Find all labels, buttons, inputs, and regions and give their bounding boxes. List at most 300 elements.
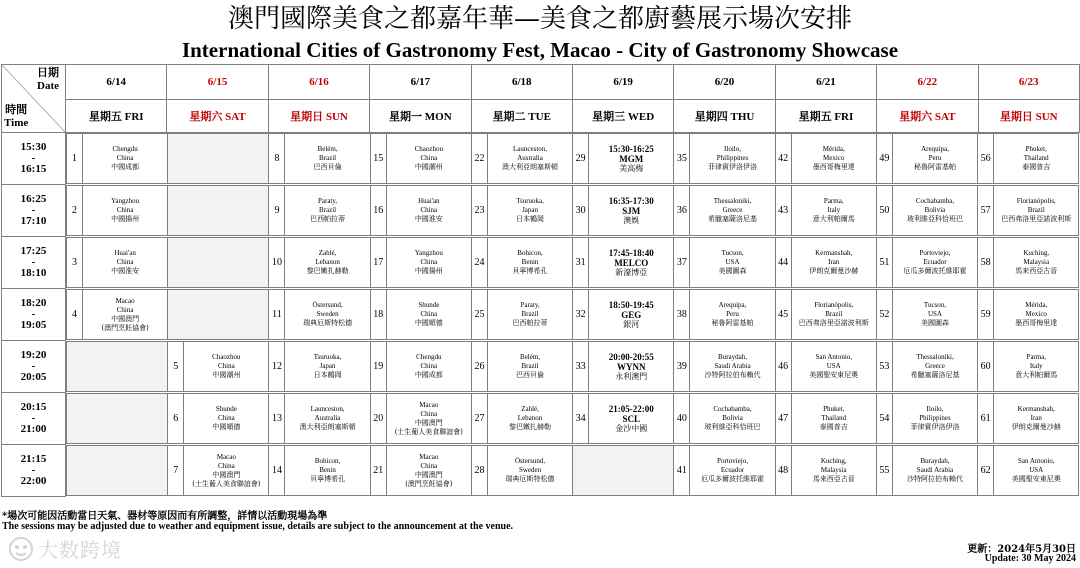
city-name-zh: 希臘塞薩洛尼基 <box>708 215 758 223</box>
session-number: 38 <box>674 290 690 339</box>
city-name: Zahlé, <box>318 249 337 257</box>
city-session <box>471 290 572 340</box>
city-name: Chengdu <box>112 145 138 154</box>
date-header: 6/22 <box>877 65 978 100</box>
city-info <box>415 301 443 328</box>
city-name-zh: 中國澳門 <box>414 470 443 479</box>
city-name: Macao <box>419 452 439 461</box>
city-name: Iloilo, <box>724 145 741 154</box>
city-info <box>307 249 349 276</box>
country-name: Australia <box>314 414 341 422</box>
session-number: 42 <box>776 134 792 183</box>
session-number: 29 <box>573 134 589 183</box>
country-name: USA <box>927 310 942 318</box>
country-name: China <box>217 414 235 422</box>
weekday-header: 星期四 THU <box>674 100 775 133</box>
page-title-zh: 澳門國際美食之都嘉年華—美食之都廚藝展示場次安排 <box>227 4 852 34</box>
city-session <box>471 134 572 184</box>
city-info <box>719 249 747 276</box>
country-name: Benin <box>521 258 539 266</box>
city-info <box>502 145 558 172</box>
session-number: 9 <box>269 186 285 235</box>
session-number: 21 <box>371 446 387 495</box>
country-name: Lebanon <box>315 258 340 266</box>
session-number: 7 <box>168 446 184 495</box>
city-session <box>67 290 168 340</box>
city-name-zh: 中國揚州 <box>414 267 443 275</box>
country-name: Brazil <box>1027 206 1045 214</box>
session-number: 12 <box>269 342 285 391</box>
date-header: 6/20 <box>674 65 775 100</box>
date-header: 6/19 <box>572 65 673 100</box>
city-info <box>1015 249 1057 276</box>
city-session <box>370 342 471 392</box>
session-number: 57 <box>978 186 994 235</box>
city-session <box>471 342 572 392</box>
city-session <box>674 342 775 392</box>
city-session <box>67 186 168 236</box>
country-name: Iran <box>1030 414 1042 422</box>
weekday-header: 星期六 SAT <box>877 100 978 133</box>
city-session <box>269 342 370 392</box>
city-info <box>921 301 949 328</box>
city-info <box>813 145 855 172</box>
time-slot: 20:15 - 21:00 <box>2 393 66 445</box>
city-info <box>111 249 139 276</box>
time-slot-row <box>2 237 1080 289</box>
city-name: San Antonio, <box>1017 457 1055 465</box>
city-info <box>300 405 356 432</box>
date-header: 6/14 <box>66 65 167 100</box>
venue-name-zh: 金沙中國 <box>615 423 648 433</box>
city-session <box>978 134 1079 184</box>
city-session <box>978 238 1079 288</box>
country-name: USA <box>725 258 740 266</box>
city-name: Thessaloniki, <box>713 197 752 205</box>
city-info <box>705 405 761 432</box>
country-name: Greece <box>925 362 945 370</box>
date-header: 6/18 <box>471 65 572 100</box>
time-slot: 19:20 - 20:05 <box>2 341 66 393</box>
time-start: 18:20 <box>20 297 47 309</box>
city-name-zh: 巴西弗洛里亞諾波利斯 <box>798 319 869 327</box>
city-name-zh: 中國順德 <box>212 423 241 431</box>
city-name-zh: 巴西貝倫 <box>516 371 545 379</box>
city-session <box>876 134 977 184</box>
date-header: 6/16 <box>268 65 369 100</box>
city-name-zh: 貝寧博希孔 <box>512 267 548 275</box>
city-name: Tsuruoka, <box>313 353 342 361</box>
country-name: Lebanon <box>517 414 543 422</box>
city-session <box>168 342 269 392</box>
city-name-zh: 中國揚州 <box>111 215 140 223</box>
city-info <box>907 457 963 484</box>
city-name: Yangzhou <box>414 249 443 257</box>
corner-date-en: Date <box>37 80 59 92</box>
city-name: Belém, <box>317 145 338 154</box>
time-end: 20:05 <box>20 371 47 383</box>
city-name-zh: 中國澳門 <box>111 314 140 323</box>
city-session <box>269 186 370 236</box>
city-name: Kermanshah, <box>1017 405 1055 413</box>
city-name: Huai'an <box>418 197 440 205</box>
session-number: 6 <box>168 394 184 443</box>
venue-time: 20:00-20:55 <box>608 351 654 362</box>
country-name: Brazil <box>319 154 337 163</box>
city-name: Tucson, <box>721 249 744 257</box>
city-name-zh: 中國成都 <box>111 163 140 172</box>
empty-slot <box>168 290 269 340</box>
city-session <box>978 342 1079 392</box>
city-session <box>674 134 775 184</box>
slot-row-cells <box>66 289 1080 341</box>
city-session <box>978 394 1079 444</box>
session-number: 14 <box>269 446 285 495</box>
city-name-zh: 伊朗克爾曼沙赫 <box>809 267 859 275</box>
country-name: China <box>420 154 438 163</box>
venue-name-en: WYNN <box>617 361 646 372</box>
venue-name-zh: 新濠博亞 <box>615 267 648 277</box>
city-name-zh: 澳大利亞朗塞斯頓 <box>299 423 356 431</box>
session-number: 41 <box>674 446 690 495</box>
city-info <box>809 353 858 380</box>
empty-slot <box>67 342 168 392</box>
session-number: 61 <box>978 394 994 443</box>
venue-name-en: GEG <box>621 309 642 320</box>
venue-time: 15:30-16:25 <box>608 143 654 154</box>
city-name: Iloilo, <box>926 405 944 413</box>
city-name: Chaozhou <box>414 145 444 154</box>
time-start: 21:15 <box>20 453 47 465</box>
city-info <box>415 353 443 380</box>
session-number: 58 <box>978 238 994 287</box>
watermark-text: 大数跨境 <box>38 538 122 562</box>
country-name: Greece <box>722 206 743 214</box>
city-session <box>471 238 572 288</box>
city-name: Tsuruoka, <box>516 197 544 205</box>
country-name: Benin <box>319 466 336 474</box>
session-number: 50 <box>877 186 893 235</box>
city-session <box>370 446 471 496</box>
city-name: Östersund, <box>312 301 343 309</box>
city-session <box>370 394 471 444</box>
city-name-zh: 菲律賓伊洛伊洛 <box>708 163 758 172</box>
city-info <box>415 145 443 172</box>
session-number: 18 <box>371 290 387 339</box>
city-info <box>910 405 959 432</box>
city-name-zh: 黎巴嫩扎赫勒 <box>509 423 552 431</box>
session-number: 52 <box>877 290 893 339</box>
city-session <box>674 238 775 288</box>
country-name: Iran <box>828 258 840 266</box>
country-name: China <box>420 461 438 470</box>
time-slot: 18:20 - 19:05 <box>2 289 66 341</box>
session-number: 62 <box>978 446 994 495</box>
city-info <box>310 457 345 484</box>
city-session <box>978 290 1079 340</box>
session-number: 35 <box>674 134 690 183</box>
country-name: Malaysia <box>820 466 847 474</box>
city-info <box>799 301 869 328</box>
city-name: Parma, <box>823 197 844 205</box>
city-name: Mérida, <box>822 145 845 154</box>
city-name-zh: 馬來西亞古晉 <box>1015 267 1058 275</box>
session-number: 51 <box>877 238 893 287</box>
city-info <box>701 457 764 484</box>
city-info <box>212 353 240 380</box>
city-session <box>775 446 876 496</box>
venue-name-en: MGM <box>619 153 644 164</box>
session-number: 40 <box>674 394 690 443</box>
venue-time: 21:05-22:00 <box>608 403 654 414</box>
city-name-zh: 沙特阿拉伯布賴代 <box>906 475 963 483</box>
city-name-zh: 巴西弗洛里亞諾波利斯 <box>1001 215 1072 223</box>
city-name: Belém, <box>520 353 541 361</box>
city-name: Launceston, <box>310 405 345 413</box>
city-name: Östersund, <box>514 457 546 465</box>
country-name: Philippines <box>716 154 749 163</box>
city-info <box>405 453 452 489</box>
city-name: Huai'an <box>114 249 136 257</box>
city-name-zh: 巴西貝倫 <box>313 163 342 172</box>
city-info <box>314 353 342 380</box>
country-name: China <box>420 409 438 418</box>
city-name: Buraydah, <box>718 353 747 361</box>
venue-name-zh: 永利澳門 <box>615 371 648 381</box>
session-number: 39 <box>674 342 690 391</box>
country-name: China <box>217 362 235 370</box>
city-info <box>1012 457 1061 484</box>
country-name: China <box>420 310 438 318</box>
organizer-name: (澳門烹飪協會) <box>101 323 149 332</box>
session-number: 54 <box>877 394 893 443</box>
country-name: Italy <box>1029 362 1043 370</box>
session-number: 60 <box>978 342 994 391</box>
city-name-zh: 中國順德 <box>414 319 443 327</box>
weekday-header: 星期日 SUN <box>978 100 1079 133</box>
city-info <box>513 249 548 276</box>
corner-time-en: Time <box>4 117 29 129</box>
session-number: 17 <box>371 238 387 287</box>
city-info <box>509 405 551 432</box>
city-name: Phuket, <box>823 405 845 413</box>
city-name: Tucson, <box>923 301 947 309</box>
city-info <box>516 353 544 380</box>
empty-slot <box>67 446 168 496</box>
session-number: 34 <box>573 394 589 443</box>
city-info <box>1001 197 1071 224</box>
city-info <box>1012 405 1061 432</box>
city-info <box>101 297 148 333</box>
city-name: Shunde <box>215 405 237 413</box>
session-number: 59 <box>978 290 994 339</box>
time-start: 15:30 <box>20 141 47 153</box>
city-name: Chengdu <box>416 353 442 361</box>
country-name: Australia <box>517 154 543 163</box>
date-header: 6/23 <box>978 65 1079 100</box>
city-name: Macao <box>216 452 236 461</box>
date-header: 6/21 <box>775 65 876 100</box>
slot-row-cells <box>66 133 1080 185</box>
time-slot-row <box>2 133 1080 185</box>
venue-time: 16:35-17:30 <box>608 195 654 206</box>
city-info <box>192 453 260 489</box>
venue-name-en: SJM <box>622 205 641 216</box>
session-number: 22 <box>472 134 488 183</box>
session-number: 20 <box>371 394 387 443</box>
weekday-header: 星期日 SUN <box>268 100 369 133</box>
city-info <box>809 249 858 276</box>
country-name: Brazil <box>319 206 337 214</box>
country-name: Saudi Arabia <box>916 466 954 474</box>
corner-date-label <box>37 67 59 93</box>
country-name: Italy <box>827 206 841 214</box>
city-session <box>269 134 370 184</box>
country-name: Mexico <box>1025 310 1047 318</box>
city-name-zh: 日本鶴岡 <box>516 215 545 223</box>
session-number: 25 <box>472 290 488 339</box>
session-number: 53 <box>877 342 893 391</box>
city-session <box>168 394 269 444</box>
empty-slot <box>67 394 168 444</box>
venue-info <box>609 196 654 226</box>
time-start: 19:20 <box>20 349 47 361</box>
city-name-zh: 黎巴嫩扎赫勒 <box>306 267 349 275</box>
city-session <box>67 238 168 288</box>
slot-row-cells <box>66 237 1080 289</box>
organizer-name: (土生葡人美食聯誼會) <box>394 427 464 436</box>
country-name: USA <box>1029 466 1044 474</box>
city-name-zh: 玻利維亞科恰班巴 <box>906 215 963 223</box>
city-info <box>212 405 240 432</box>
city-name: Bohicon, <box>517 249 543 257</box>
time-slot: 16:25 - 17:10 <box>2 185 66 237</box>
slot-row-cells <box>66 393 1080 445</box>
city-session <box>370 134 471 184</box>
note-zh: *場次可能因活動當日天氣、器材等原因而有所調整，詳情以活動現場為準 <box>2 511 328 522</box>
time-end: 17:10 <box>20 215 47 227</box>
country-name: Peru <box>928 154 942 163</box>
city-name: Yangzhou <box>111 197 140 205</box>
city-name-zh: 美國圖森 <box>718 267 747 275</box>
city-info <box>516 197 544 224</box>
session-number: 55 <box>877 446 893 495</box>
city-name: Florianópolis, <box>1016 197 1056 205</box>
country-name: Mexico <box>823 154 845 163</box>
venue-time: 17:45-18:40 <box>608 247 654 258</box>
country-name: China <box>116 258 134 266</box>
city-name: Bohicon, <box>314 457 341 465</box>
country-name: Malaysia <box>1023 258 1050 266</box>
session-number: 28 <box>472 446 488 495</box>
city-session <box>370 186 471 236</box>
city-name-zh: 瑞典厄斯特松德 <box>303 319 353 327</box>
city-session <box>269 394 370 444</box>
city-name: Thessaloniki, <box>916 353 954 361</box>
session-number: 24 <box>472 238 488 287</box>
city-info <box>820 405 848 432</box>
session-number: 30 <box>573 186 589 235</box>
venue-session <box>573 342 674 392</box>
city-name-zh: 馬來西亞古晉 <box>812 475 855 483</box>
country-name: China <box>116 154 134 163</box>
city-info <box>914 145 956 172</box>
venue-info <box>609 144 654 174</box>
country-name: Brazil <box>521 362 539 370</box>
time-end: 16:15 <box>20 163 47 175</box>
time-end: 18:10 <box>20 267 47 279</box>
date-header: 6/15 <box>167 65 268 100</box>
city-name: Mérida, <box>1025 301 1048 309</box>
session-number: 4 <box>67 290 83 339</box>
city-name-zh: 中國成都 <box>414 371 443 379</box>
city-name-zh: 中國澳門 <box>414 418 443 427</box>
session-number: 1 <box>67 134 83 183</box>
city-session <box>775 186 876 236</box>
session-number: 48 <box>776 446 792 495</box>
time-slot: 15:30 - 16:15 <box>2 133 66 185</box>
country-name: Bolivia <box>924 206 946 214</box>
city-name-zh: 美國聖安東尼奧 <box>1011 475 1061 483</box>
city-name-zh: 澳大利亞朗塞斯頓 <box>502 163 559 172</box>
city-name-zh: 意大利帕爾馬 <box>1015 371 1058 379</box>
city-session <box>876 394 977 444</box>
country-name: Brazil <box>521 310 539 318</box>
country-name: Sweden <box>518 466 542 474</box>
session-number: 2 <box>67 186 83 235</box>
session-number: 45 <box>776 290 792 339</box>
update-date-zh: 更新：2024年5月30日 <box>967 544 1076 555</box>
city-info <box>1015 301 1057 328</box>
city-name-zh: 秘魯阿雷基帕 <box>711 319 754 327</box>
venue-info <box>609 404 654 434</box>
city-session <box>370 238 471 288</box>
city-name-zh: 沙特阿拉伯布賴代 <box>704 371 761 379</box>
venue-session <box>573 290 674 340</box>
city-name: Shunde <box>418 301 440 309</box>
session-number: 23 <box>472 186 488 235</box>
city-session <box>876 342 977 392</box>
venue-name-en: MELCO <box>614 257 649 268</box>
city-session <box>876 290 977 340</box>
city-name-zh: 伊朗克爾曼沙赫 <box>1011 423 1061 431</box>
corner-time-zh: 時間 <box>5 104 28 116</box>
city-name-zh: 美國圖森 <box>920 319 949 327</box>
session-number: 13 <box>269 394 285 443</box>
session-number: 44 <box>776 238 792 287</box>
venue-info <box>609 300 654 330</box>
city-info <box>712 301 754 328</box>
city-info <box>513 301 548 328</box>
venue-name-zh: 美高梅 <box>619 163 644 173</box>
city-name-zh: 玻利維亞科恰班巴 <box>704 423 761 431</box>
city-info <box>303 301 352 328</box>
city-name: Cochabamba, <box>915 197 955 205</box>
session-number: 16 <box>371 186 387 235</box>
note-en: The sessions may be adjusted due to weather and equipment issue, details are subject to the announcement at the venue. <box>2 521 514 532</box>
city-name-zh: 菲律賓伊洛伊洛 <box>910 423 960 431</box>
time-end: 21:00 <box>20 423 47 435</box>
venue-session <box>573 238 674 288</box>
session-number: 11 <box>269 290 285 339</box>
time-start: 17:25 <box>20 245 47 257</box>
city-name-zh: 中國潮州 <box>414 163 443 172</box>
country-name: Thailand <box>821 414 847 422</box>
city-info <box>314 145 342 172</box>
city-name: Launceston, <box>513 145 548 154</box>
session-number: 49 <box>877 134 893 183</box>
country-name: China <box>116 305 134 314</box>
